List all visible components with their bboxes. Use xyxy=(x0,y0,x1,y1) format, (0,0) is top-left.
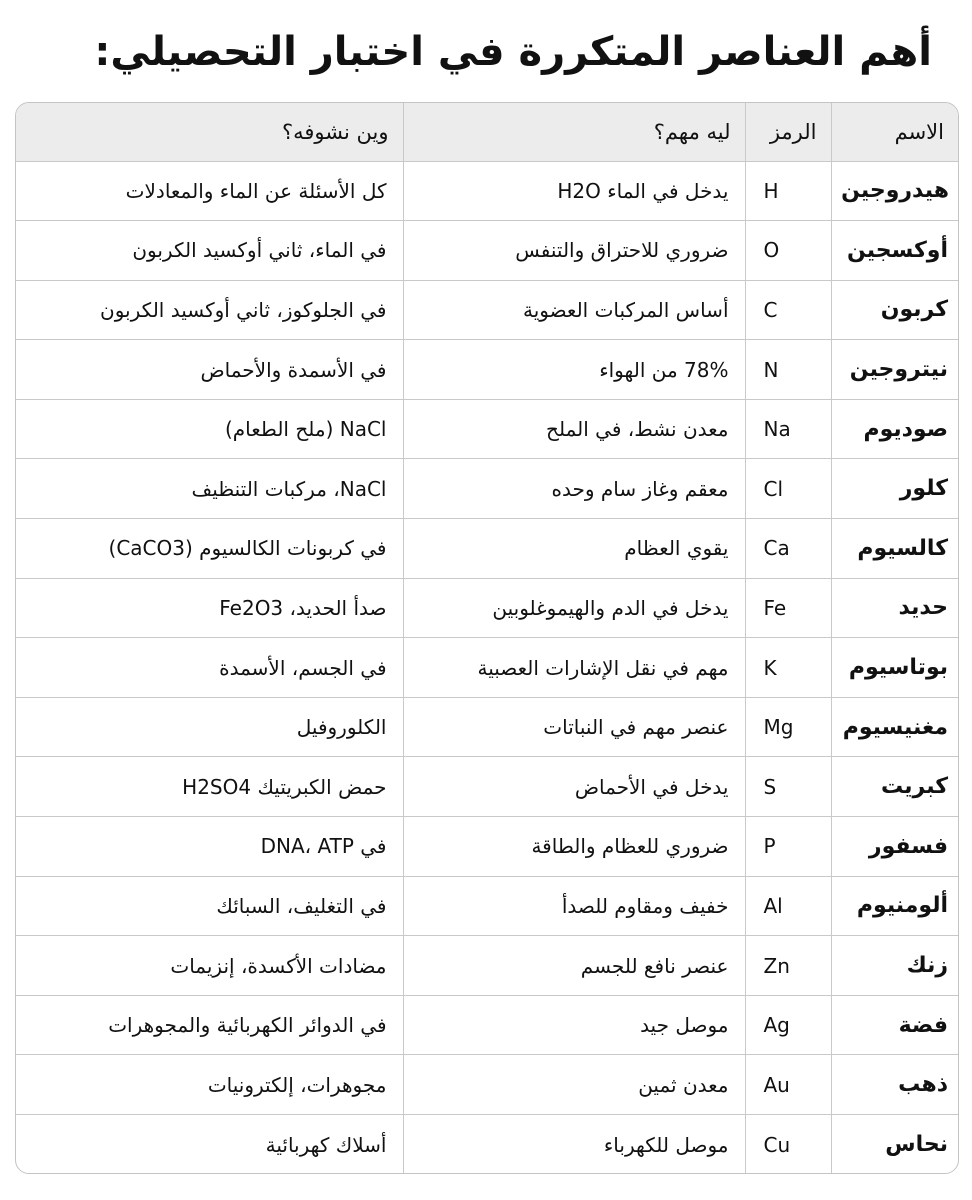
cell-symbol: C xyxy=(745,280,831,340)
cell-why: معدن نشط، في الملح xyxy=(403,399,745,459)
cell-where: NaCl (ملح الطعام) xyxy=(15,399,403,459)
cell-symbol: H xyxy=(745,161,831,221)
table-row xyxy=(15,757,958,817)
cell-where: في الجسم، الأسمدة xyxy=(15,638,403,698)
table-row xyxy=(15,221,958,281)
cell-symbol: Na xyxy=(745,399,831,459)
cell-symbol: Zn xyxy=(745,936,831,996)
table-row xyxy=(15,936,958,996)
header-where: وين نشوفه؟ xyxy=(15,103,403,161)
table-row xyxy=(15,161,958,221)
header-symbol: الرمز xyxy=(745,103,831,161)
cell-why: يدخل في الدم والهيموغلوبين xyxy=(403,578,745,638)
cell-name: كبريت xyxy=(831,757,958,817)
cell-where: مضادات الأكسدة، إنزيمات xyxy=(15,936,403,996)
table-row xyxy=(15,697,958,757)
cell-symbol: Al xyxy=(745,876,831,936)
cell-symbol: Cl xyxy=(745,459,831,519)
cell-symbol: Ca xyxy=(745,519,831,579)
table-row xyxy=(15,876,958,936)
table-row xyxy=(15,280,958,340)
cell-symbol: S xyxy=(745,757,831,817)
cell-where: في كربونات الكالسيوم (CaCO3) xyxy=(15,519,403,579)
cell-name: نيتروجين xyxy=(831,340,958,400)
cell-name: فضة xyxy=(831,995,958,1055)
cell-symbol: Mg xyxy=(745,697,831,757)
cell-why: يدخل في الأحماض xyxy=(403,757,745,817)
cell-symbol: N xyxy=(745,340,831,400)
table-row xyxy=(15,817,958,877)
cell-where: في الأسمدة والأحماض xyxy=(15,340,403,400)
cell-why: ضروري للاحتراق والتنفس xyxy=(403,221,745,281)
cell-where: في التغليف، السبائك xyxy=(15,876,403,936)
elements-table-container xyxy=(15,102,959,1174)
header-why: ليه مهم؟ xyxy=(403,103,745,161)
header-name: الاسم xyxy=(831,103,958,161)
table-row xyxy=(15,578,958,638)
table-row xyxy=(15,459,958,519)
cell-name: هيدروجين xyxy=(831,161,958,221)
table-row xyxy=(15,995,958,1055)
cell-name: مغنيسيوم xyxy=(831,697,958,757)
page-title: أهم العناصر المتكررة في اختبار التحصيلي: xyxy=(94,29,932,75)
cell-where: أسلاك كهربائية xyxy=(265,1132,387,1157)
table-row xyxy=(15,638,958,698)
cell-name: كربون xyxy=(831,280,958,340)
table-row xyxy=(15,399,958,459)
cell-symbol: Au xyxy=(745,1055,831,1115)
cell-symbol: Cu xyxy=(745,1115,831,1175)
cell-name: حديد xyxy=(831,578,958,638)
cell-why: يقوي العظام xyxy=(403,519,745,579)
cell-why: مهم في نقل الإشارات العصبية xyxy=(403,638,745,698)
cell-where: الكلوروفيل xyxy=(15,697,403,757)
cell-symbol: Fe xyxy=(745,578,831,638)
table-row xyxy=(15,340,958,400)
cell-name: فسفور xyxy=(831,817,958,877)
cell-why: يدخل في الماء H2O xyxy=(403,161,745,221)
cell-why: موصل جيد xyxy=(403,995,745,1055)
table-row xyxy=(15,1055,958,1115)
cell-name: ذهب xyxy=(831,1055,958,1115)
cell-where: في DNA، ATP xyxy=(15,817,403,877)
cell-why: ضروري للعظام والطاقة xyxy=(403,817,745,877)
cell-where: حمض الكبريتيك H2SO4 xyxy=(15,757,403,817)
cell-why: موصل للكهرباء xyxy=(403,1115,745,1175)
cell-where: NaCl، مركبات التنظيف xyxy=(15,459,403,519)
cell-name: كالسيوم xyxy=(831,519,958,579)
cell-why: عنصر مهم في النباتات xyxy=(403,697,745,757)
cell-name: كلور xyxy=(831,459,958,519)
table-body xyxy=(15,161,958,1174)
header-row xyxy=(15,103,958,161)
cell-why: معدن ثمين xyxy=(403,1055,745,1115)
cell-name: زنك xyxy=(831,936,958,996)
cell-why: معقم وغاز سام وحده xyxy=(403,459,745,519)
elements-table xyxy=(15,103,958,1174)
table-row xyxy=(15,519,958,579)
cell-symbol: K xyxy=(745,638,831,698)
cell-name: ألومنيوم xyxy=(831,876,958,936)
cell-where: في الجلوكوز، ثاني أوكسيد الكربون xyxy=(15,280,403,340)
cell-why: عنصر نافع للجسم xyxy=(403,936,745,996)
table-row xyxy=(15,1115,958,1175)
cell-why: أساس المركبات العضوية xyxy=(403,280,745,340)
cell-where: كل الأسئلة عن الماء والمعادلات xyxy=(15,161,403,221)
cell-symbol: P xyxy=(745,817,831,877)
cell-where: في الدوائر الكهربائية والمجوهرات xyxy=(15,995,403,1055)
cell-name: بوتاسيوم xyxy=(831,638,958,698)
cell-symbol: O xyxy=(745,221,831,281)
table-header xyxy=(15,103,958,161)
cell-where: في الماء، ثاني أوكسيد الكربون xyxy=(15,221,403,281)
cell-name: نحاس xyxy=(831,1115,958,1175)
cell-name: أوكسجين xyxy=(831,221,958,281)
cell-symbol: Ag xyxy=(745,995,831,1055)
cell-why: 78% من الهواء xyxy=(403,340,745,400)
cell-where: مجوهرات، إلكترونيات xyxy=(15,1055,403,1115)
cell-name: صوديوم xyxy=(831,399,958,459)
cell-why: خفيف ومقاوم للصدأ xyxy=(403,876,745,936)
cell-where: صدأ الحديد، Fe2O3 xyxy=(15,578,403,638)
